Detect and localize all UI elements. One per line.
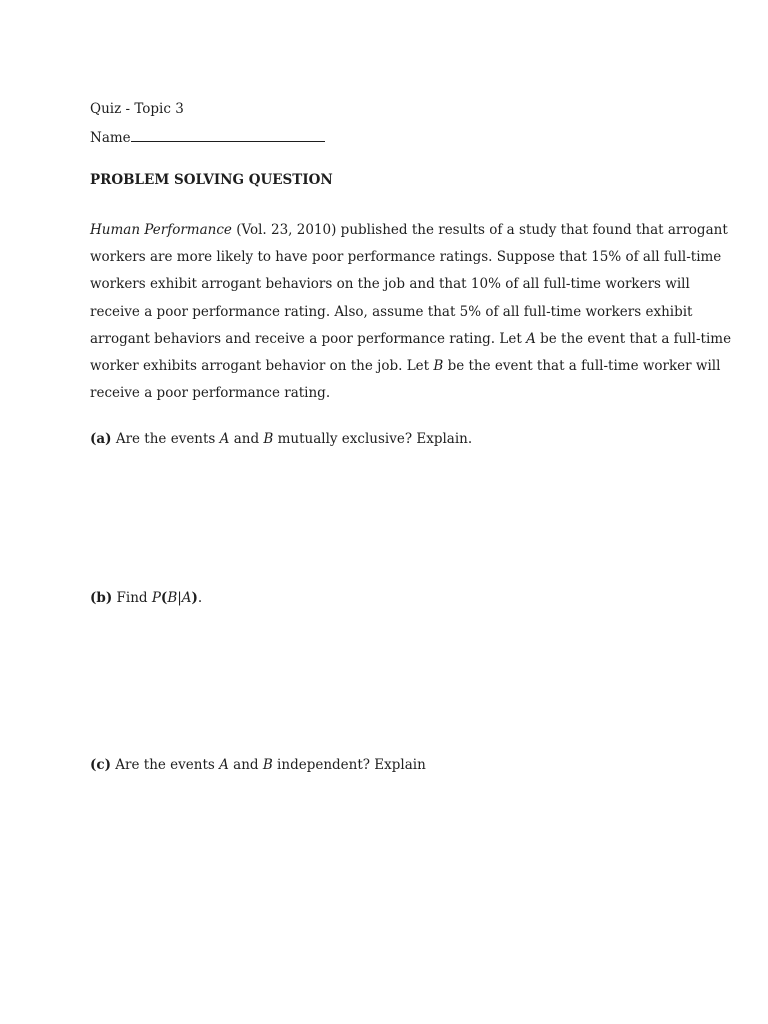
name-field xyxy=(90,129,325,146)
question-c-mid: and xyxy=(228,757,263,773)
question-b xyxy=(90,590,202,606)
paragraph-line-1-text: (Vol. 23, 2010) published the results of a study that found that arrogant xyxy=(236,222,728,238)
question-a xyxy=(90,431,472,447)
source-title: Human Performance xyxy=(90,222,232,238)
paragraph-line-5 xyxy=(90,330,732,357)
paragraph-line-6-post: be the event that a full-time worker will xyxy=(443,357,721,374)
paragraph-line-6 xyxy=(90,357,721,384)
quiz-title: Quiz - Topic 3 xyxy=(90,101,184,117)
event-a-variable: A xyxy=(526,330,536,347)
paragraph-line-1 xyxy=(90,221,728,248)
event-b-variable: B xyxy=(433,357,444,374)
question-b-expr: B|A xyxy=(167,590,192,606)
question-b-label: (b) xyxy=(90,590,113,606)
question-a-label: (a) xyxy=(90,431,112,447)
question-b-close-paren: ) xyxy=(191,590,198,606)
question-c-var-b: B xyxy=(262,757,273,773)
section-heading: PROBLEM SOLVING QUESTION xyxy=(90,172,333,188)
question-b-open-paren: ( xyxy=(160,590,168,606)
question-b-pre: Find xyxy=(112,590,152,606)
question-a-var-a: A xyxy=(219,431,230,447)
question-a-post: mutually exclusive? Explain. xyxy=(273,431,473,447)
paragraph-line-7: receive a poor performance rating. xyxy=(90,385,331,402)
problem-paragraph xyxy=(90,221,732,411)
paragraph-line-2: workers are more likely to have poor performance ratings. Suppose that 15% of all full-time xyxy=(90,249,722,266)
question-c-var-a: A xyxy=(219,757,229,773)
question-c-post: independent? Explain xyxy=(272,757,426,773)
question-c-label: (c) xyxy=(90,757,111,773)
paragraph-line-6-pre: worker exhibits arrogant behavior on the job. Let xyxy=(90,357,434,374)
paragraph-line-5-post: be the event that a full-time xyxy=(535,330,732,347)
question-a-var-b: B xyxy=(263,431,274,447)
question-a-mid: and xyxy=(229,431,264,447)
question-a-pre: Are the events xyxy=(111,431,220,447)
question-b-post: . xyxy=(197,590,203,606)
question-b-p: P xyxy=(151,590,161,606)
paragraph-line-3: workers exhibit arrogant behaviors on the job and that 10% of all full-time workers will xyxy=(90,276,690,293)
question-c xyxy=(90,757,426,773)
paragraph-line-4: receive a poor performance rating. Also, assume that 5% of all full-time workers exhibit xyxy=(90,303,693,320)
paragraph-line-5-pre: arrogant behaviors and receive a poor performance rating. Let xyxy=(90,330,527,347)
question-c-pre: Are the events xyxy=(111,757,220,773)
name-blank-line xyxy=(131,129,325,142)
name-label: Name xyxy=(90,130,131,146)
